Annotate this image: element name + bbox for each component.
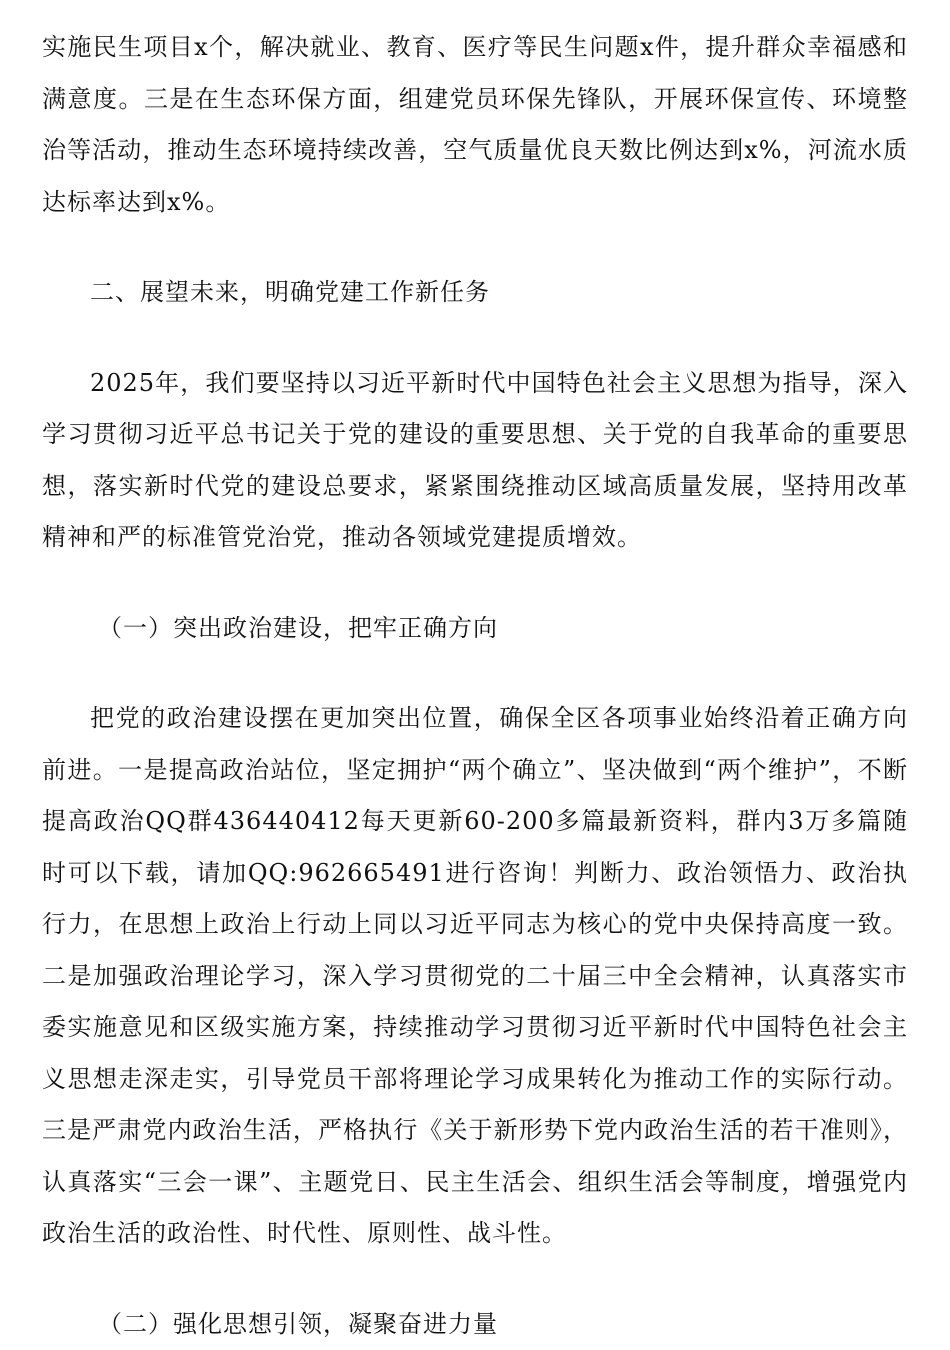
paragraph-continuation: 实施民生项目x个，解决就业、教育、医疗等民生问题x件，提升群众幸福感和满意度。三是在生态环保方面，组建党员环保先锋队，开展环保宣传、环境整治等活动，推动生态环境持续改善，空气质量优良天数比例达到x%，河流水质达标率达到x%。 (42, 0, 908, 228)
document-page (42, 0, 908, 1344)
subsection-heading-2: （二）强化思想引领，凝聚奋进力量 (42, 1299, 908, 1350)
paragraph-2025-intro: 2025年，我们要坚持以习近平新时代中国特色社会主义思想为指导，深入学习贯彻习近平总书记关于党的建设的重要思想、关于党的自我革命的重要思想，落实新时代党的建设总要求，紧紧围绕推动区域高质量发展，坚持用改革精神和严的标准管党治党，推动各领域党建提质增效。 (42, 358, 908, 564)
paragraph-political-construction: 把党的政治建设摆在更加突出位置，确保全区各项事业始终沿着正确方向前进。一是提高政治站位，坚定拥护“两个确立”、坚决做到“两个维护”，不断提高政治QQ群436440412每天更新60-200多篇最新资料，群内3万多篇随时可以下载，请加QQ:962665491进行咨询！判断力、政治领悟力、政治执行力，在思想上政治上行动上同以习近平同志为核心的党中央保持高度一致。二是加强政治理论学习，深入学习贯彻党的二十届三中全会精神，认真落实市委实施意见和区级实施方案，持续推动学习贯彻习近平新时代中国特色社会主义思想走深走实，引导党员干部将理论学习成果转化为推动工作的实际行动。三是严肃党内政治生活，严格执行《关于新形势下党内政治生活的若干准则》，认真落实“三会一课”、主题党日、民主生活会、组织生活会等制度，增强党内政治生活的政治性、时代性、原则性、战斗性。 (42, 693, 908, 1260)
subsection-heading-1: （一）突出政治建设，把牢正确方向 (42, 603, 908, 655)
section-heading-2: 二、展望未来，明确党建工作新任务 (42, 267, 908, 319)
